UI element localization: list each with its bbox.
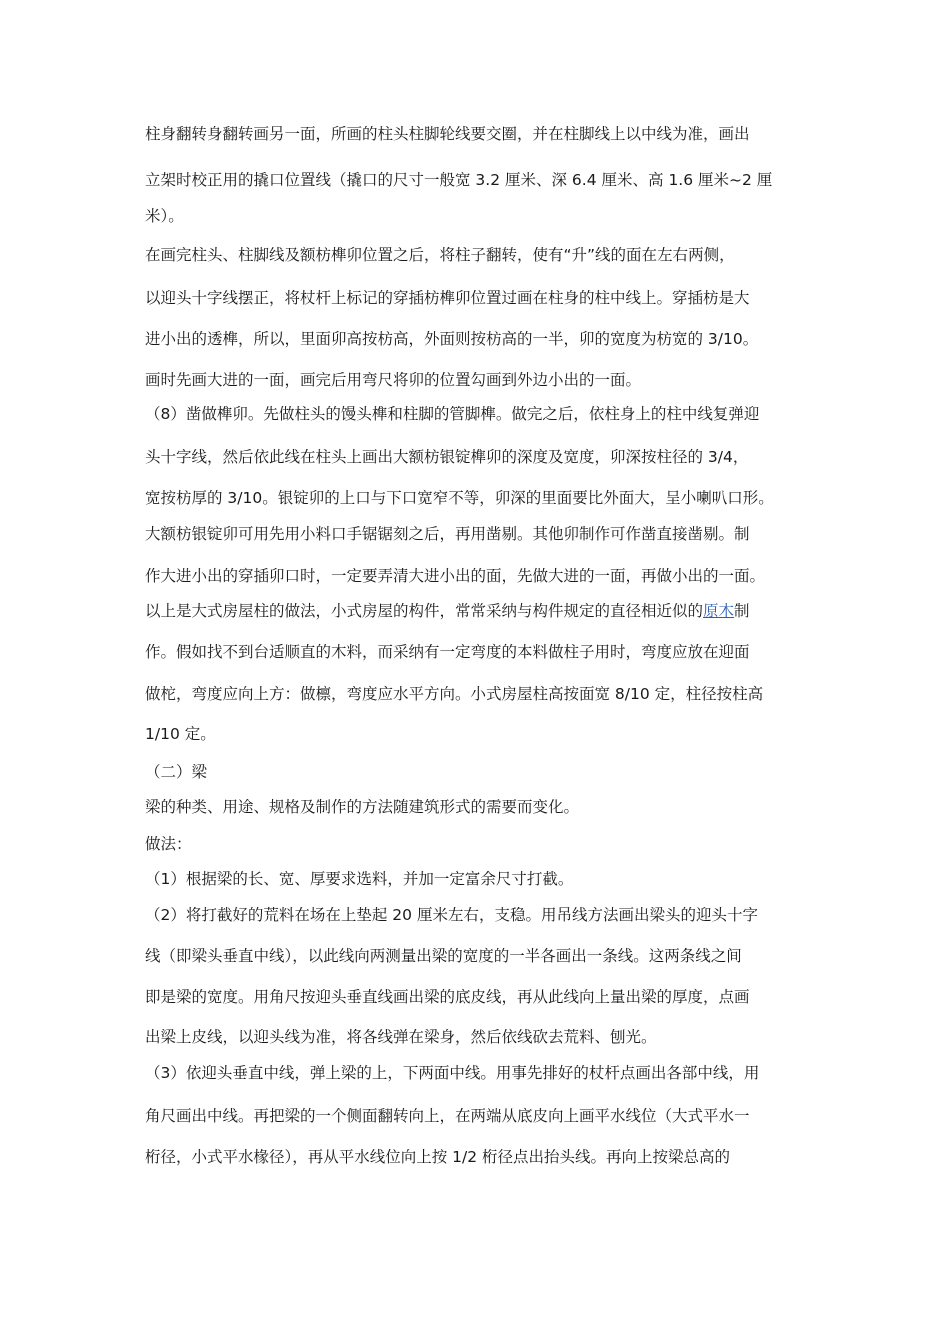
paragraph-line: 线（即梁头垂直中线），以此线向两测量出梁的宽度的一半各画出一条线。这两条线之间	[145, 947, 742, 965]
line-text: 制	[734, 602, 750, 620]
paragraph-line: 即是梁的宽度。用角尺按迎头垂直线画出梁的底皮线，再从此线向上量出梁的厚度，点画	[145, 988, 750, 1006]
paragraph-line: 角尺画出中线。再把梁的一个侧面翻转向上，在两端从底皮向上画平水线位（大式平水一	[145, 1107, 750, 1125]
paragraph-line: （2）将打截好的荒料在场在上垫起 20 厘米左右，支稳。用吊线方法画出梁头的迎头十字	[145, 906, 758, 924]
paragraph-line: 做法：	[145, 835, 192, 853]
yuanmu-link[interactable]: 原木	[703, 602, 735, 620]
section-heading: （二）梁	[145, 763, 208, 781]
paragraph-line: 立架时校正用的撬口位置线（撬口的尺寸一般宽 3.2 厘米、深 6.4 厘米、高 1.6 厘米~2 厘	[145, 171, 773, 189]
paragraph-line: 头十字线，然后依此线在柱头上画出大额枋银锭榫卯的深度及宽度，卯深按柱径的 3/4，	[145, 448, 749, 466]
paragraph-line: 进小出的透榫，所以，里面卯高按枋高，外面则按枋高的一半，卯的宽度为枋宽的 3/10。	[145, 330, 759, 348]
paragraph-line: 宽按枋厚的 3/10。银锭卯的上口与下口宽窄不等，卯深的里面要比外面大，呈小喇叭口形。	[145, 489, 774, 507]
paragraph-line: 画时先画大进的一面，画完后用弯尺将卯的位置勾画到外边小出的一面。	[145, 371, 642, 389]
paragraph-line: （1）根据梁的长、宽、厚要求选料，并加一定富余尺寸打截。	[145, 870, 574, 888]
paragraph-line: 桁径，小式平水椽径），再从平水线位向上按 1/2 桁径点出抬头线。再向上按梁总高的	[145, 1148, 731, 1166]
paragraph-line: 1/10 定。	[145, 725, 216, 743]
paragraph-line: 梁的种类、用途、规格及制作的方法随建筑形式的需要而变化。	[145, 798, 580, 816]
paragraph-line: （3）依迎头垂直中线，弹上梁的上，下两面中线。用事先排好的杖杆点画出各部中线，用	[145, 1064, 760, 1082]
paragraph-line: 在画完柱头、柱脚线及额枋榫卯位置之后，将柱子翻转，使有“升”线的面在左右两侧，	[145, 246, 735, 264]
paragraph-line	[145, 601, 825, 621]
paragraph-line: 做柁，弯度应向上方：做檩，弯度应水平方向。小式房屋柱高按面宽 8/10 定，柱径按柱高	[145, 685, 764, 703]
line-text: 以上是大式房屋柱的做法，小式房屋的构件，常常采纳与构件规定的直径相近似的	[145, 602, 704, 620]
paragraph-line: 出梁上皮线，以迎头线为准，将各线弹在梁身，然后依线砍去荒料、刨光。	[145, 1028, 657, 1046]
paragraph-line: 米）。	[145, 207, 184, 225]
paragraph-line: 以迎头十字线摆正，将杖杆上标记的穿插枋榫卯位置过画在柱身的柱中线上。穿插枋是大	[145, 289, 750, 307]
paragraph-line: （8）凿做榫卯。先做柱头的馒头榫和柱脚的管脚榫。做完之后，依柱身上的柱中线复弹迎	[145, 405, 760, 423]
paragraph-line: 大额枋银锭卯可用先用小料口手锯锯刻之后，再用凿剔。其他卯制作可作凿直接凿剔。制	[145, 525, 750, 543]
paragraph-line: 作大进小出的穿插卯口时，一定要弄清大进小出的面，先做大进的一面，再做小出的一面。	[145, 567, 766, 585]
paragraph-line: 作。假如找不到台适顺直的木料，而采纳有一定弯度的本料做柱子用时，弯度应放在迎面	[145, 643, 750, 661]
paragraph-line: 柱身翻转身翻转画另一面，所画的柱头柱脚轮线要交圈，并在柱脚线上以中线为准，画出	[145, 125, 750, 143]
